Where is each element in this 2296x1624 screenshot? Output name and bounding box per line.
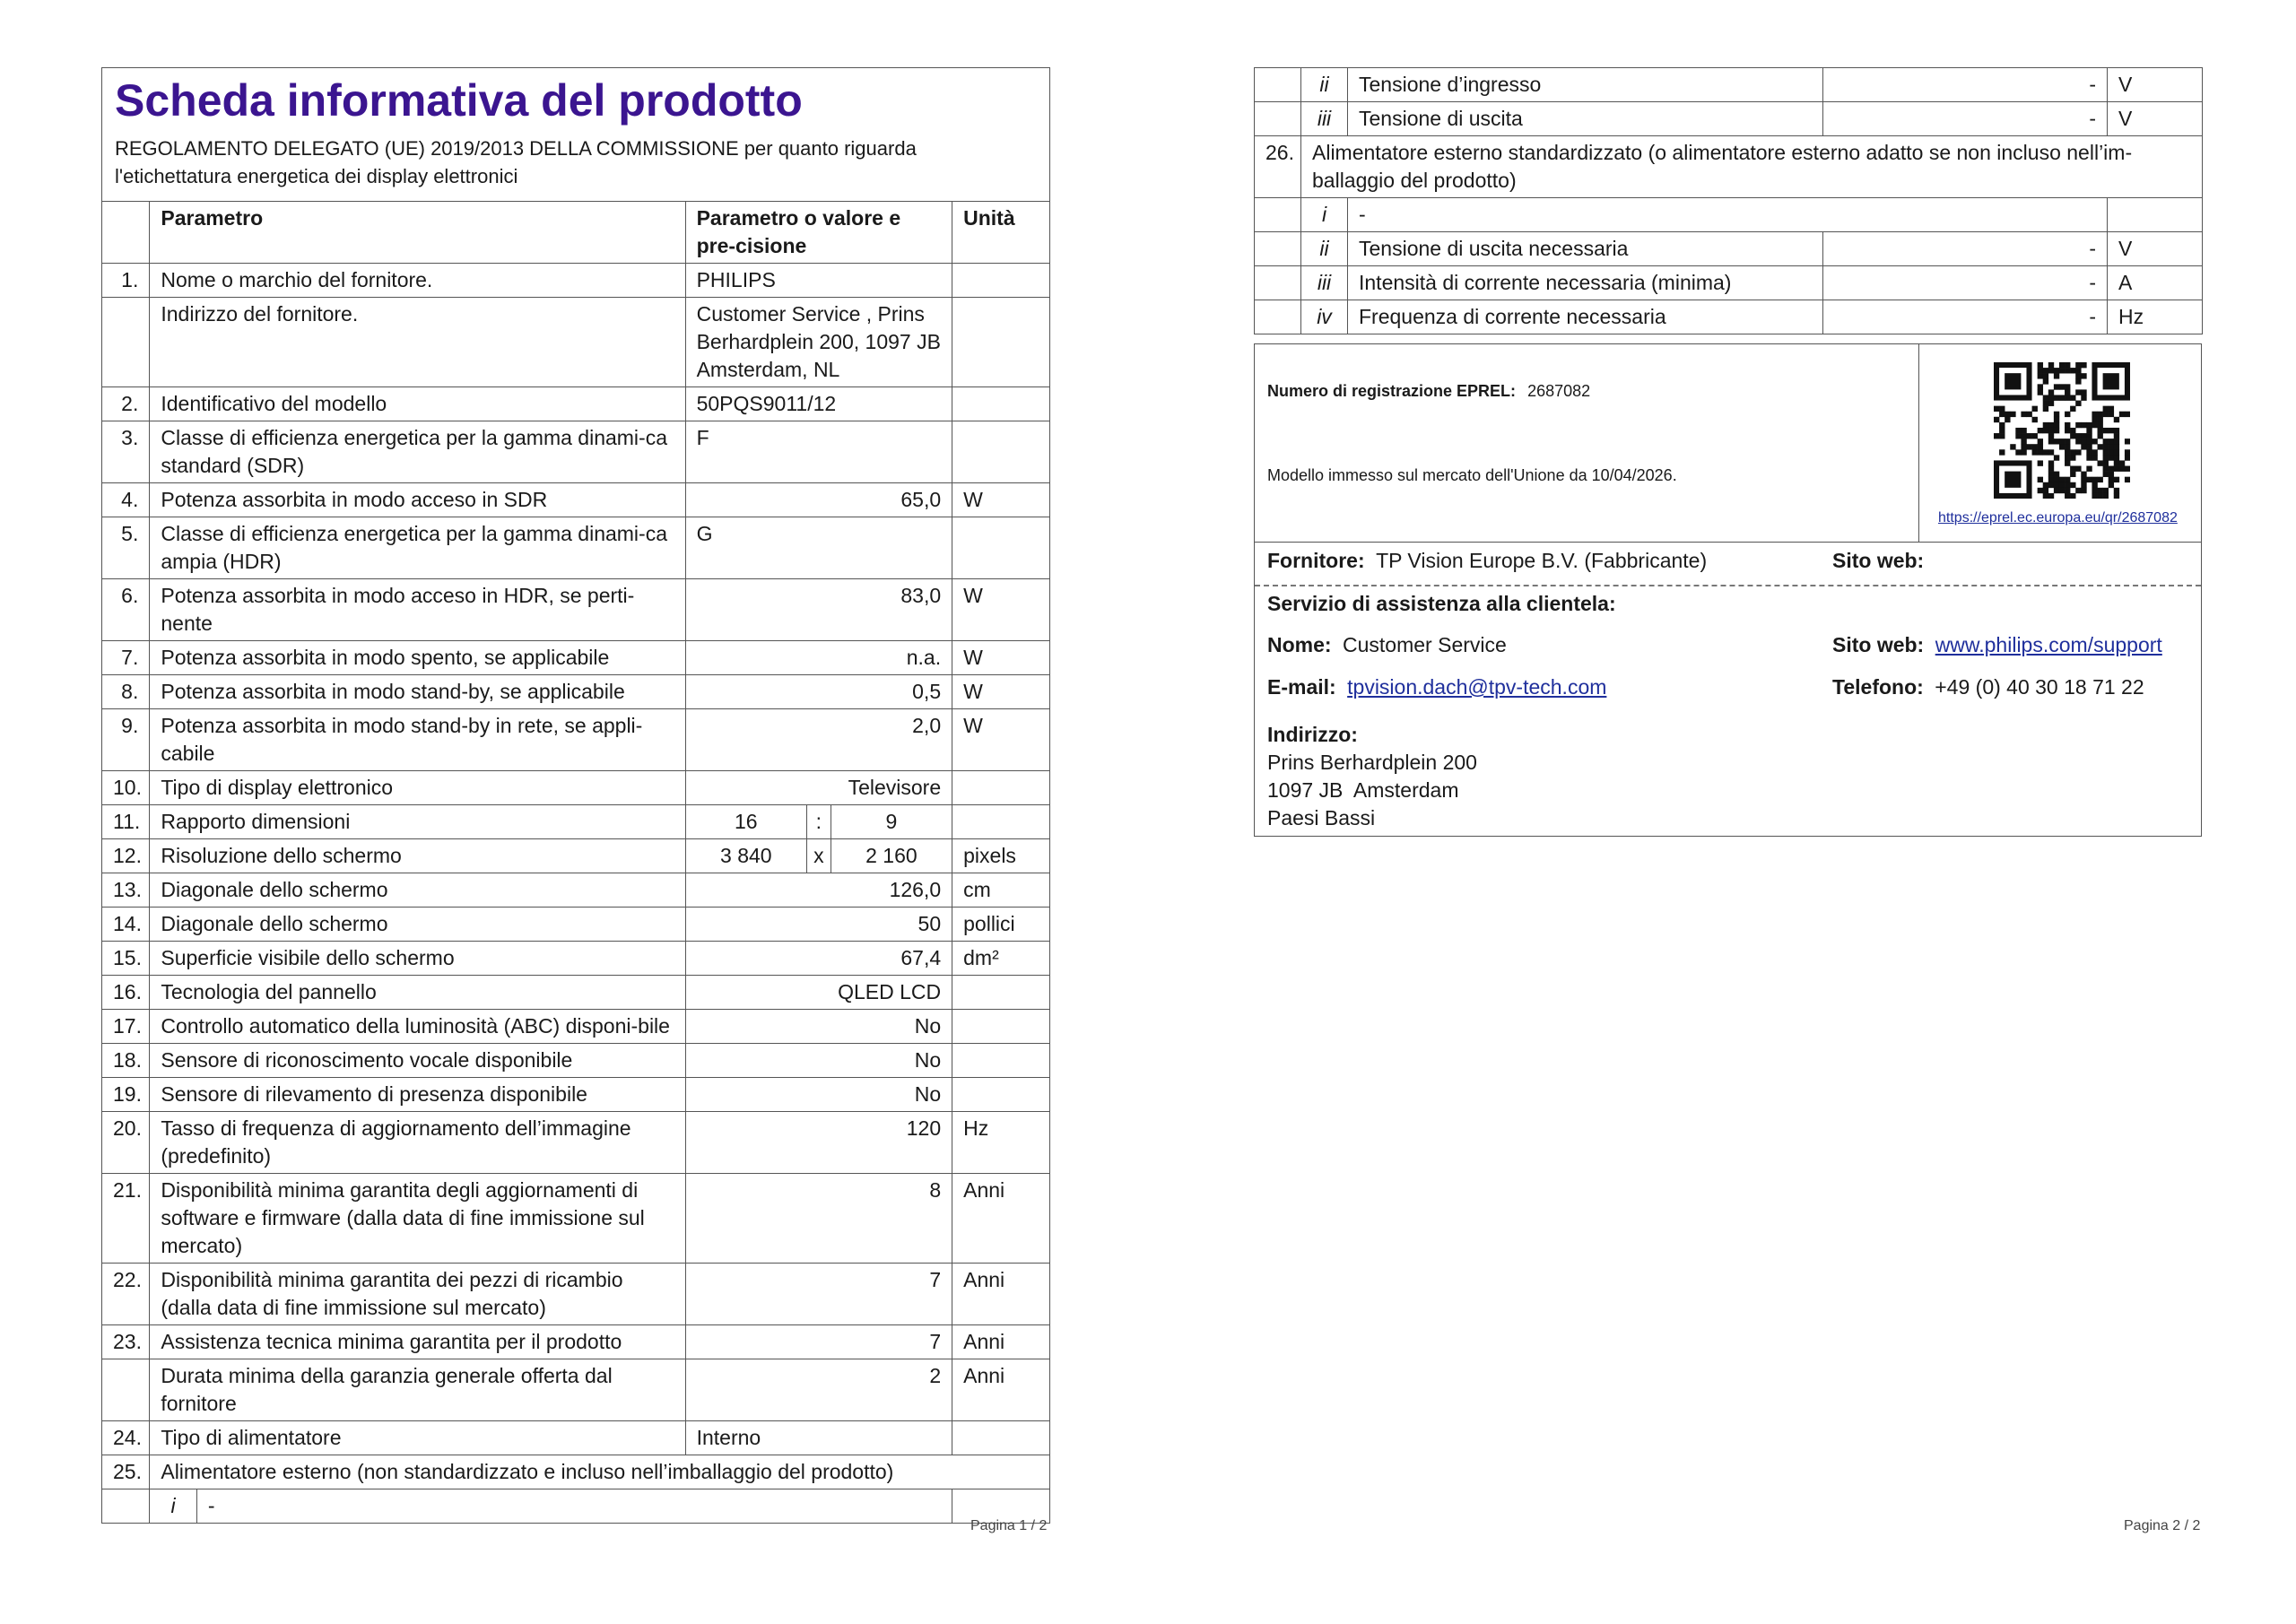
power-supply-table bbox=[1254, 67, 2203, 334]
row-unit: W bbox=[952, 709, 1050, 771]
address-line-2: 1097 JB Amsterdam bbox=[1267, 778, 1459, 802]
row-parameter: Potenza assorbita in modo spento, se applicabile bbox=[150, 641, 685, 675]
service-heading: Servizio di assistenza alla clientela: bbox=[1267, 592, 1616, 615]
row-value: 83,0 bbox=[685, 579, 952, 641]
row-value: F bbox=[685, 421, 952, 483]
row-value: 0,5 bbox=[685, 675, 952, 709]
row-parameter: Tecnologia del pannello bbox=[150, 976, 685, 1010]
row-parameter: Identificativo del modello bbox=[150, 387, 685, 421]
row-number: 13. bbox=[102, 873, 150, 908]
product-info-table bbox=[101, 67, 1050, 1524]
subrow-roman: i bbox=[150, 1489, 196, 1523]
address-line-1: Prins Berhardplein 200 bbox=[1267, 751, 1477, 774]
row-parameter: Tensione di uscita bbox=[1348, 102, 1823, 136]
row-number bbox=[1255, 68, 1301, 102]
row-roman: ii bbox=[1301, 232, 1348, 266]
row-parameter: Indirizzo del fornitore. bbox=[150, 298, 685, 387]
header-parameter: Parametro bbox=[150, 202, 685, 264]
table-row bbox=[102, 1489, 1050, 1524]
row-value-b: 9 bbox=[831, 805, 952, 839]
row-value: 126,0 bbox=[685, 873, 952, 908]
row-value: 120 bbox=[685, 1112, 952, 1174]
row-unit: A bbox=[2108, 266, 2203, 300]
row-unit: W bbox=[952, 579, 1050, 641]
row-number: 24. bbox=[102, 1421, 150, 1455]
support-email-link[interactable]: tpvision.dach@tpv-tech.com bbox=[1347, 675, 1607, 699]
row-unit bbox=[952, 421, 1050, 483]
service-name-label: Nome: bbox=[1267, 633, 1332, 656]
row-parameter: Classe di efficienza energetica per la gamma dinami-ca ampia (HDR) bbox=[150, 517, 685, 579]
service-web-line bbox=[1832, 633, 2162, 657]
row-value-a: 16 bbox=[685, 805, 806, 839]
product-sheet-page-2 bbox=[1254, 67, 2202, 829]
row-value: QLED LCD bbox=[685, 976, 952, 1010]
row-number: 11. bbox=[102, 805, 150, 839]
row-parameter: Classe di efficienza energetica per la gamma dinami-ca standard (SDR) bbox=[150, 421, 685, 483]
row-parameter: Sensore di riconoscimento vocale disponibile bbox=[150, 1044, 685, 1078]
row-unit bbox=[952, 1010, 1050, 1044]
eprel-contact-box bbox=[1254, 343, 2202, 837]
row-roman: iv bbox=[1301, 300, 1348, 334]
address-line-3: Paesi Bassi bbox=[1267, 806, 1376, 829]
row-unit: W bbox=[952, 483, 1050, 517]
row-parameter: Tensione di uscita necessaria bbox=[1348, 232, 1823, 266]
row-number: 23. bbox=[102, 1325, 150, 1359]
row-parameter: Frequenza di corrente necessaria bbox=[1348, 300, 1823, 334]
row-value-a: 3 840 bbox=[685, 839, 806, 873]
row-value: 67,4 bbox=[685, 942, 952, 976]
row-parameter: Disponibilità minima garantita dei pezzi di ricambio (dalla data di fine immissione sul mercato) bbox=[150, 1264, 685, 1325]
service-phone: +49 (0) 40 30 18 71 22 bbox=[1935, 675, 2144, 699]
service-name: Customer Service bbox=[1343, 633, 1507, 656]
row-value: Televisore bbox=[685, 771, 952, 805]
row-value-b: 2 160 bbox=[831, 839, 952, 873]
table-row bbox=[102, 579, 1050, 641]
table-row bbox=[102, 873, 1050, 908]
row-value: 7 bbox=[685, 1264, 952, 1325]
row-value: - bbox=[1823, 232, 2108, 266]
row-unit: Anni bbox=[952, 1264, 1050, 1325]
row-value: - bbox=[1823, 300, 2108, 334]
row-number: 5. bbox=[102, 517, 150, 579]
row-number bbox=[1255, 232, 1301, 266]
row-value: No bbox=[685, 1010, 952, 1044]
dashed-divider bbox=[1255, 585, 2201, 586]
row-number: 26. bbox=[1255, 136, 1301, 198]
row-unit bbox=[952, 1078, 1050, 1112]
row-roman: i bbox=[1301, 198, 1348, 232]
row-number: 22. bbox=[102, 1264, 150, 1325]
row-parameter: Tasso di frequenza di aggiornamento dell’immagine (predefinito) bbox=[150, 1112, 685, 1174]
row-number: 21. bbox=[102, 1174, 150, 1264]
eprel-registration-line bbox=[1267, 382, 1590, 401]
row-value: Customer Service , Prins Berhardplein 200, 1097 JB Amsterdam, NL bbox=[685, 298, 952, 387]
table-row bbox=[1255, 300, 2203, 334]
row-roman: iii bbox=[1301, 102, 1348, 136]
table-row bbox=[102, 1455, 1050, 1489]
table-header-row bbox=[102, 202, 1050, 264]
row-number bbox=[1255, 102, 1301, 136]
row-parameter: - bbox=[1348, 198, 2108, 232]
row-number bbox=[1255, 198, 1301, 232]
row-number: 12. bbox=[102, 839, 150, 873]
table-row bbox=[1255, 102, 2203, 136]
row-number bbox=[102, 298, 150, 387]
row-number bbox=[1255, 266, 1301, 300]
row-parameter: Tipo di alimentatore bbox=[150, 1421, 685, 1455]
product-sheet-page-1 bbox=[101, 67, 1050, 1524]
table-row bbox=[102, 709, 1050, 771]
table-row bbox=[102, 421, 1050, 483]
table-row bbox=[102, 805, 1050, 839]
page-footer-1: Pagina 1 / 2 bbox=[970, 1518, 1048, 1533]
row-number bbox=[1255, 300, 1301, 334]
service-name-line bbox=[1267, 633, 1507, 657]
row-value-separator: : bbox=[807, 805, 831, 839]
table-row bbox=[1255, 232, 2203, 266]
row-number: 18. bbox=[102, 1044, 150, 1078]
table-row bbox=[102, 387, 1050, 421]
table-row bbox=[102, 641, 1050, 675]
service-web-label: Sito web: bbox=[1832, 633, 1925, 656]
regulation-text: REGOLAMENTO DELEGATO (UE) 2019/2013 DELLA COMMISSIONE per quanto riguarda l'etichettatura energetica dei display elettronici bbox=[115, 137, 917, 187]
row-unit bbox=[952, 298, 1050, 387]
row-parameter: Risoluzione dello schermo bbox=[150, 839, 685, 873]
row-unit: Anni bbox=[952, 1359, 1050, 1421]
row-parameter: Rapporto dimensioni bbox=[150, 805, 685, 839]
row-unit: W bbox=[952, 675, 1050, 709]
row-unit: pixels bbox=[952, 839, 1050, 873]
row-value: 7 bbox=[685, 1325, 952, 1359]
row-unit bbox=[952, 976, 1050, 1010]
row-parameter: Diagonale dello schermo bbox=[150, 908, 685, 942]
row-value: 50PQS9011/12 bbox=[685, 387, 952, 421]
row-value: 8 bbox=[685, 1174, 952, 1264]
row-parameter: Potenza assorbita in modo acceso in HDR, se perti-nente bbox=[150, 579, 685, 641]
header-unit: Unità bbox=[952, 202, 1050, 264]
row-unit bbox=[2108, 198, 2203, 232]
row-number: 19. bbox=[102, 1078, 150, 1112]
table-row bbox=[1255, 136, 2203, 198]
table-row bbox=[102, 942, 1050, 976]
row-unit: Anni bbox=[952, 1325, 1050, 1359]
service-email-label: E-mail: bbox=[1267, 675, 1336, 699]
page-footer-2: Pagina 2 / 2 bbox=[2124, 1518, 2201, 1533]
table-row bbox=[102, 483, 1050, 517]
row-value: G bbox=[685, 517, 952, 579]
title-cell bbox=[102, 68, 1050, 202]
eprel-section bbox=[1255, 344, 2201, 543]
table-row bbox=[102, 517, 1050, 579]
row-parameter: Controllo automatico della luminosità (ABC) disponi-bile bbox=[150, 1010, 685, 1044]
table-row bbox=[102, 976, 1050, 1010]
row-parameter: Potenza assorbita in modo stand-by in rete, se appli-cabile bbox=[150, 709, 685, 771]
eprel-qr-link[interactable]: https://eprel.ec.europa.eu/qr/2687082 bbox=[1938, 510, 2178, 525]
subrow-cell bbox=[150, 1489, 952, 1524]
row-number: 1. bbox=[102, 264, 150, 298]
eprel-registration-number: 2687082 bbox=[1527, 382, 1591, 400]
table-row bbox=[102, 1112, 1050, 1174]
row-unit: Anni bbox=[952, 1174, 1050, 1264]
subrow-parameter: - bbox=[207, 1494, 215, 1517]
table-row bbox=[102, 839, 1050, 873]
row-parameter: Alimentatore esterno standardizzato (o alimentatore esterno adatto se non incluso nell’im-ballaggio del prodotto) bbox=[1301, 136, 2203, 198]
row-unit: pollici bbox=[952, 908, 1050, 942]
row-unit: Hz bbox=[952, 1112, 1050, 1174]
row-value: 50 bbox=[685, 908, 952, 942]
header-value: Parametro o valore e pre-cisione bbox=[685, 202, 952, 264]
row-value: 2,0 bbox=[685, 709, 952, 771]
row-unit: V bbox=[2108, 102, 2203, 136]
row-parameter: Nome o marchio del fornitore. bbox=[150, 264, 685, 298]
supplier-label: Fornitore: bbox=[1267, 549, 1365, 572]
table-row bbox=[1255, 198, 2203, 232]
row-unit bbox=[952, 805, 1050, 839]
header-number bbox=[102, 202, 150, 264]
row-number: 10. bbox=[102, 771, 150, 805]
row-value-separator: x bbox=[807, 839, 831, 873]
service-address-label: Indirizzo: bbox=[1267, 723, 1358, 746]
support-website-link[interactable]: www.philips.com/support bbox=[1935, 633, 2162, 656]
row-unit: cm bbox=[952, 873, 1050, 908]
row-value: Interno bbox=[685, 1421, 952, 1455]
row-number: 9. bbox=[102, 709, 150, 771]
table-row bbox=[102, 908, 1050, 942]
table-row bbox=[102, 1078, 1050, 1112]
row-unit: V bbox=[2108, 232, 2203, 266]
row-value: 2 bbox=[685, 1359, 952, 1421]
table-row bbox=[102, 1044, 1050, 1078]
row-roman: iii bbox=[1301, 266, 1348, 300]
row-parameter: Alimentatore esterno (non standardizzato e incluso nell’imballaggio del prodotto) bbox=[150, 1455, 1050, 1489]
row-parameter: Superficie visibile dello schermo bbox=[150, 942, 685, 976]
row-value: PHILIPS bbox=[685, 264, 952, 298]
row-parameter: Assistenza tecnica minima garantita per il prodotto bbox=[150, 1325, 685, 1359]
row-number: 3. bbox=[102, 421, 150, 483]
row-unit bbox=[952, 1044, 1050, 1078]
row-unit: dm² bbox=[952, 942, 1050, 976]
row-number: 6. bbox=[102, 579, 150, 641]
eprel-info bbox=[1255, 344, 1919, 542]
row-parameter: Tipo di display elettronico bbox=[150, 771, 685, 805]
service-phone-line bbox=[1832, 675, 2144, 699]
row-value: No bbox=[685, 1044, 952, 1078]
table-row bbox=[102, 1359, 1050, 1421]
row-parameter: Sensore di rilevamento di presenza disponibile bbox=[150, 1078, 685, 1112]
table-row bbox=[102, 1174, 1050, 1264]
table-row bbox=[102, 1264, 1050, 1325]
row-number bbox=[102, 1489, 150, 1524]
table-row bbox=[1255, 68, 2203, 102]
row-number: 17. bbox=[102, 1010, 150, 1044]
row-unit: Hz bbox=[2108, 300, 2203, 334]
row-number: 4. bbox=[102, 483, 150, 517]
row-value: n.a. bbox=[685, 641, 952, 675]
row-unit bbox=[952, 264, 1050, 298]
row-number: 25. bbox=[102, 1455, 150, 1489]
row-number: 7. bbox=[102, 641, 150, 675]
service-phone-label: Telefono: bbox=[1832, 675, 1924, 699]
supplier-web-label: Sito web: bbox=[1832, 549, 1925, 572]
row-parameter: Durata minima della garanzia generale offerta dal fornitore bbox=[150, 1359, 685, 1421]
page-title: Scheda informativa del prodotto bbox=[115, 75, 803, 126]
row-unit: V bbox=[2108, 68, 2203, 102]
row-unit: W bbox=[952, 641, 1050, 675]
supplier-name: TP Vision Europe B.V. (Fabbricante) bbox=[1376, 549, 1708, 572]
qr-code-icon[interactable] bbox=[1994, 362, 2130, 499]
row-unit bbox=[952, 517, 1050, 579]
row-number bbox=[102, 1359, 150, 1421]
market-date-text: Modello immesso sul mercato dell'Unione da 10/04/2026. bbox=[1267, 466, 1677, 484]
row-number: 2. bbox=[102, 387, 150, 421]
row-number: 14. bbox=[102, 908, 150, 942]
row-value: No bbox=[685, 1078, 952, 1112]
table-row bbox=[1255, 266, 2203, 300]
row-number: 20. bbox=[102, 1112, 150, 1174]
row-parameter: Diagonale dello schermo bbox=[150, 873, 685, 908]
table-row bbox=[102, 1325, 1050, 1359]
eprel-registration-label: Numero di registrazione EPREL: bbox=[1267, 382, 1517, 400]
table-row bbox=[102, 771, 1050, 805]
row-unit bbox=[952, 387, 1050, 421]
row-parameter: Disponibilità minima garantita degli aggiornamenti di software e firmware (dalla data di fine immissione sul mercato) bbox=[150, 1174, 685, 1264]
row-parameter: Potenza assorbita in modo stand-by, se applicabile bbox=[150, 675, 685, 709]
row-number: 8. bbox=[102, 675, 150, 709]
row-parameter: Potenza assorbita in modo acceso in SDR bbox=[150, 483, 685, 517]
row-number: 15. bbox=[102, 942, 150, 976]
row-number: 16. bbox=[102, 976, 150, 1010]
table-row bbox=[102, 1010, 1050, 1044]
row-value: - bbox=[1823, 102, 2108, 136]
supplier-line bbox=[1267, 549, 1707, 573]
row-value: 65,0 bbox=[685, 483, 952, 517]
table-row bbox=[102, 675, 1050, 709]
row-parameter: Tensione d’ingresso bbox=[1348, 68, 1823, 102]
row-unit bbox=[952, 1421, 1050, 1455]
row-roman: ii bbox=[1301, 68, 1348, 102]
row-unit bbox=[952, 771, 1050, 805]
service-email-line bbox=[1267, 675, 1606, 699]
row-value: - bbox=[1823, 266, 2108, 300]
table-row bbox=[102, 264, 1050, 298]
service-address-block bbox=[1267, 721, 1477, 832]
row-value: - bbox=[1823, 68, 2108, 102]
table-row bbox=[102, 1421, 1050, 1455]
row-parameter: Intensità di corrente necessaria (minima) bbox=[1348, 266, 1823, 300]
table-row bbox=[102, 298, 1050, 387]
